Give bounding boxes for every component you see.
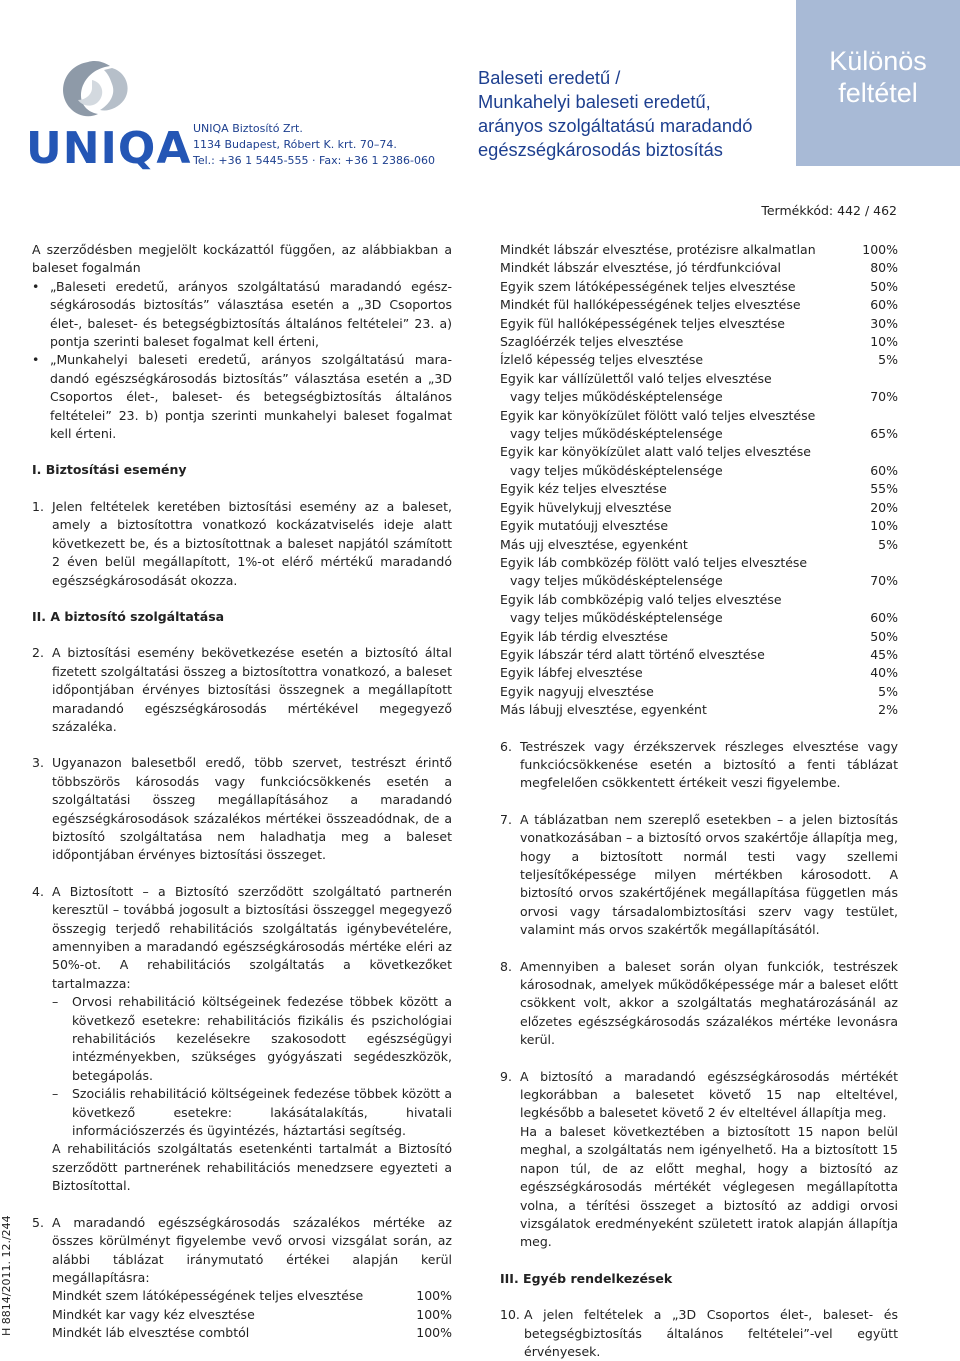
row-value: 70% <box>870 389 898 405</box>
paragraph-number: 6. <box>500 738 512 754</box>
table-row <box>500 646 898 664</box>
table-row <box>500 609 898 627</box>
numbered-paragraph <box>32 498 452 590</box>
product-code: Termékkód: 442 / 462 <box>761 203 897 218</box>
logo-text: UNIQA <box>26 123 192 174</box>
numbered-paragraph <box>500 1068 898 1252</box>
row-value: 55% <box>870 481 898 497</box>
row-label: Egyik szem látóképességének teljes elvesztése <box>500 278 796 294</box>
table-row <box>500 480 898 498</box>
table-row-label-line: Egyik kar könyökízület fölött való teljes elvesztése <box>500 407 816 423</box>
paragraph-number: 7. <box>500 811 512 827</box>
row-label: Más ujj elvesztése, egyenként <box>500 536 688 552</box>
table-row <box>500 701 898 719</box>
row-value: 30% <box>870 315 898 331</box>
row-label: Ízlelő képesség teljes elvesztése <box>500 352 704 368</box>
dash-text: Szociális rehabilitáció költségeinek fedezése többek között a következő esetekre: lakásátalakítás, hivatali információszerzés és ügyintézés, háztartási segítség. <box>72 1086 452 1139</box>
row-value: 100% <box>416 1325 452 1341</box>
numbered-paragraph <box>500 738 898 793</box>
row-label: Egyik láb térdig elvesztése <box>500 628 668 644</box>
disability-table <box>52 1287 452 1342</box>
table-row <box>52 1324 452 1342</box>
company-address: 1134 Budapest, Róbert K. krt. 70–74. <box>193 138 397 151</box>
dash-item <box>52 993 452 1085</box>
table-row-label-line: Egyik láb combközépig való teljes elvesztése <box>500 591 782 607</box>
table-row-label-line: Egyik kar vállízülettől való teljes elvesztése <box>500 370 772 386</box>
row-label: Egyik mutatóujj elvesztése <box>500 518 669 534</box>
left-column <box>32 241 452 1343</box>
paragraph-number: 9. <box>500 1068 512 1084</box>
title-line: Munkahelyi baleseti eredetű, <box>478 91 711 112</box>
intro-text <box>32 241 452 278</box>
table-row <box>500 296 898 314</box>
row-label: Mindkét fül hallóképességének teljes elvesztése <box>500 297 801 313</box>
paragraph-text: Jelen feltételek keretében biztosítási esemény az a baleset, amely a biztosítottra vonatkozó kockázatviselés ideje alatt következett be, és a biztosítottnak a baleset napjától számított 2 éven belül megállapított, 1%-ot elérő mértékű maradandó egészségkárosodását okozza. <box>52 498 452 588</box>
paragraph-text: A táblázatban nem szereplő esetekben – a jelen biztosítás vonatkozásában – a biztosító orvos szakértője állapítja meg, hogy a biztosított normál testi vagy szellemi teljesítőképessége milyen mértékben károsodott. A biztosító orvos szakértőjének megállapítása független más orvosi vagy társadalombiztosítási szerv vagy testület, valamint más orvos szakértők megállapításától. <box>520 811 898 938</box>
bullet-text: „Munkahelyi baleseti eredetű, arányos szolgáltatású maradandó egészségkárosodás biztosítás” választása esetén a „3D Csoportos élet-, baleset- és betegségbiztosítás általános feltételei” 23. b) pontja szerinti munkahelyi baleset fogalmat kell érteni. <box>50 352 452 442</box>
row-value: 2% <box>878 702 898 718</box>
row-value: 5% <box>878 536 898 552</box>
table-row <box>500 517 898 535</box>
row-label: vagy teljes működésképtelensége <box>510 462 723 478</box>
section-heading: III. Egyéb rendelkezések <box>500 1270 673 1286</box>
intro-span: A szerződésben megjelölt kockázattól függően, az alábbiakban a baleset fogalmán <box>32 242 452 276</box>
row-label: Mindkét lábszár elvesztése, jó térdfunkcióval <box>500 260 781 276</box>
badge-line: feltétel <box>838 78 918 108</box>
table-row <box>500 351 898 369</box>
title-line: egészségkárosodás biztosítás <box>478 139 723 160</box>
table-row <box>500 333 898 351</box>
paragraph-number: 2. <box>32 645 44 661</box>
row-value: 100% <box>416 1306 452 1322</box>
table-row <box>500 388 898 406</box>
row-label: vagy teljes működésképtelensége <box>510 389 723 405</box>
table-row <box>500 499 898 517</box>
row-value: 5% <box>878 352 898 368</box>
table-row <box>500 536 898 554</box>
disability-table <box>500 241 898 720</box>
paragraph-text: A maradandó egészségkárosodás százalékos mértéke az összes körülményt figyelembe vevő orvosi vizsgálat során, az alábbi táblázat iránymutató értékei alapján kerül megállapításra: <box>52 1214 452 1285</box>
paragraph-text: Amennyiben a baleset során olyan funkciók, testrészek károsodnak, amelyek működőképessége már a baleset előtt csökkent volt, akkor a szolgáltatás meghatározásánál az előzetes egészségkárosodás százalékos mértéke levonásra kerül. <box>520 958 898 1048</box>
table-row <box>52 1287 452 1305</box>
paragraph-number: 5. <box>32 1214 44 1230</box>
section-heading: I. Biztosítási esemény <box>32 462 187 478</box>
paragraph-text: A biztosítási esemény bekövetkezése esetén a biztosító által fizetett szolgáltatási összeg a biztosítottra vonatkozó, a baleset időpontjában érvényes biztosítási összegnek a megállapított maradandó egészségkárosodás mértékével megegyező százaléka. <box>52 645 452 734</box>
row-label: Mindkét kar vagy kéz elvesztése <box>52 1306 255 1322</box>
dash-icon: – <box>52 1086 59 1102</box>
table-row <box>500 664 898 682</box>
row-value: 20% <box>870 499 898 515</box>
row-value: 65% <box>870 426 898 442</box>
row-label: Egyik hüvelykujj elvesztése <box>500 499 672 515</box>
right-column <box>500 241 898 1361</box>
bullet-item <box>32 278 452 352</box>
row-value: 100% <box>862 242 898 257</box>
dash-icon: – <box>52 994 59 1010</box>
row-label: Egyik fül hallóképességének teljes elvesztése <box>500 315 785 331</box>
paragraph-text: Ugyanazon balesetből eredő, több szervet, testrészt érintő többszörös károsodás vagy funkciócsökkenés esetén a szolgáltatási összeg megállapításához a maradandó egészségkárosodások százalékos mértékei összeadódnak, de a biztosító szolgáltatása nem haladhatja meg a baleset időpontjában érvényes biztosítási összeget. <box>52 755 452 863</box>
bullet-icon: • <box>32 278 40 294</box>
paragraph-text: A rehabilitációs szolgáltatás esetenkénti tartalmát a Biztosító szerződött partnerének rehabilitációs menedzsere egyezteti a Biztosítottal. <box>52 1141 452 1194</box>
row-label: Egyik lábszár térd alatt történő elvesztése <box>500 646 765 662</box>
row-value: 45% <box>870 646 898 662</box>
paragraph-number: 10. <box>500 1307 520 1323</box>
row-value: 60% <box>870 610 898 626</box>
section-heading: II. A biztosító szolgáltatása <box>32 608 225 624</box>
table-row <box>52 1306 452 1324</box>
paragraph-text: Ha a baleset következtében a biztosított 15 napon belül meghal, a szolgáltatás nem igényelhető. Ha a biztosított 15 napon túl, de az előtt meghal, hogy a biztosító az egészségkárosodás mértékét véglegesen megállapította volna, a térítési összeget a biztosító az addigi orvosi vizsgálatok eredményeként született iratok alapján állapítja meg. <box>520 1123 898 1250</box>
paragraph-number: 4. <box>32 883 44 899</box>
row-label: vagy teljes működésképtelensége <box>510 426 723 442</box>
row-label: Egyik lábfej elvesztése <box>500 665 643 681</box>
row-label: vagy teljes működésképtelensége <box>510 573 723 589</box>
row-value: 10% <box>870 518 898 534</box>
row-value: 70% <box>870 573 898 589</box>
numbered-paragraph <box>500 958 898 1050</box>
uniqa-logo <box>26 56 192 174</box>
company-info <box>193 121 435 169</box>
numbered-paragraph <box>32 644 452 736</box>
paragraph-number: 1. <box>32 498 44 514</box>
company-phone: Tel.: +36 1 5445-555 · Fax: +36 1 2386-060 <box>193 154 435 167</box>
row-value: 100% <box>416 1288 452 1304</box>
paragraph-text: Testrészek vagy érzékszervek részleges elvesztése vagy funkciócsökkenése esetén a biztosító a fenti táblázat megfelelően csökkentett értékeit veszi figyelembe. <box>520 738 898 791</box>
title-line: Baleseti eredetű / <box>478 67 621 88</box>
table-row <box>500 315 898 333</box>
numbered-paragraph <box>500 811 898 940</box>
table-row <box>500 425 898 443</box>
numbered-paragraph <box>32 883 452 1196</box>
numbered-paragraph <box>500 1306 898 1361</box>
paragraph-text: A jelen feltételek a „3D Csoportos élet-, baleset- és betegségbiztosítás általános feltételei”-vel együtt érvényesek. <box>524 1307 898 1359</box>
row-label: Egyik nagyujj elvesztése <box>500 683 654 699</box>
row-value: 60% <box>870 462 898 478</box>
table-row <box>500 462 898 480</box>
numbered-paragraph <box>32 754 452 864</box>
badge-line: Különös <box>829 46 927 76</box>
bullet-icon: • <box>32 352 40 368</box>
row-value: 5% <box>878 683 898 699</box>
row-value: 10% <box>870 334 898 350</box>
table-row <box>500 683 898 701</box>
bullet-item <box>32 351 452 443</box>
document-title <box>478 66 798 162</box>
paragraph-text: A biztosító a maradandó egészségkárosodás mértékét legkorábban a balesetet követő 15 nap elteltével, legkésőbb a balesetet követő 2 év elteltével állapítja meg. <box>520 1068 898 1121</box>
dash-text: Orvosi rehabilitáció költségeinek fedezése többek között a következő esetekre: rehabilitációs fizikális és pszichológiai rehabilitációs kezelésekre szakosodott egészségügyi intézményekben, szükséges gyógyászati segédeszközök, betegápolás. <box>72 994 452 1083</box>
row-value: 60% <box>870 297 898 313</box>
row-label: Mindkét szem látóképességének teljes elvesztése <box>52 1288 364 1304</box>
table-row <box>500 241 898 259</box>
paragraph-text: A Biztosított – a Biztosító szerződött szolgáltató partnerén keresztül – továbbá jogosult a biztosítási összeggel megegyező összegig terjedő rehabilitációs szolgáltatás igénybevételére, amennyiben a maradandó egészségkárosodás mértéke eléri az 50%-ot. A rehabilitációs szolgáltatás a következőket tartalmazza: <box>52 883 452 991</box>
row-label: Szaglóérzék teljes elvesztése <box>500 334 684 350</box>
company-name: UNIQA Biztosító Zrt. <box>193 122 303 135</box>
document-code: H 8814/2011. 12./244 <box>0 1215 13 1336</box>
table-row-label-line: Egyik láb combközép fölött való teljes elvesztése <box>500 554 808 570</box>
table-row-label-line: Egyik kar könyökízület alatt való teljes elvesztése <box>500 444 811 460</box>
title-line: arányos szolgáltatású maradandó <box>478 115 753 136</box>
table-row <box>500 628 898 646</box>
paragraph-number: 3. <box>32 755 44 771</box>
document-type-badge <box>796 0 960 166</box>
table-row <box>500 572 898 590</box>
row-value: 40% <box>870 665 898 681</box>
row-value: 50% <box>870 628 898 644</box>
row-label: Mindkét lábszár elvesztése, protézisre alkalmatlan <box>500 242 816 257</box>
row-label: Mindkét láb elvesztése combtól <box>52 1325 250 1341</box>
row-label: Egyik kéz teljes elvesztése <box>500 481 667 497</box>
numbered-paragraph <box>32 1214 452 1343</box>
row-label: vagy teljes működésképtelensége <box>510 610 723 626</box>
table-row <box>500 278 898 296</box>
bullet-text: „Baleseti eredetű, arányos szolgáltatású maradandó egészségkárosodás biztosítás” választása esetén a „3D Csoportos élet-, baleset- és betegségbiztosítás általános feltételei” 23. a) pontja szerinti baleset fogalmat kell érteni, <box>50 278 452 350</box>
paragraph-number: 8. <box>500 958 512 974</box>
table-row <box>500 259 898 277</box>
row-label: Más lábujj elvesztése, egyenként <box>500 702 707 718</box>
dash-item <box>52 1085 452 1140</box>
row-value: 80% <box>870 260 898 276</box>
row-value: 50% <box>870 278 898 294</box>
